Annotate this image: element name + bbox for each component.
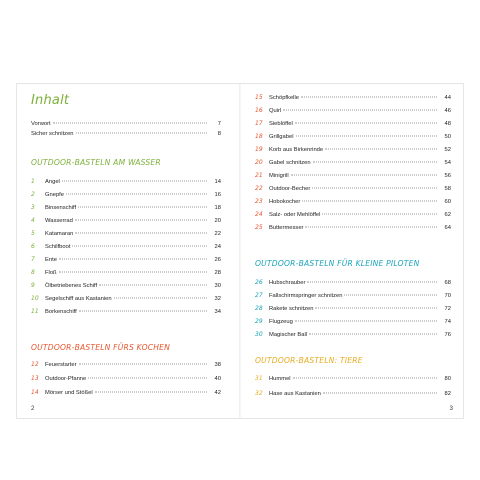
toc-entry: 3 Binsenschiff 18 <box>31 204 221 211</box>
toc-entry: 28 Rakete schnitzen 72 <box>255 305 451 312</box>
toc-entry: 16 Quirl 46 <box>255 107 451 114</box>
toc-entry: 22 Outdoor-Becher 58 <box>255 185 451 192</box>
toc-entry-vorwort: Vorwort 7 <box>31 121 221 127</box>
toc-entry: 5 Katamaran 22 <box>31 230 221 237</box>
toc-entry: 32 Hase aus Kastanien 82 <box>255 390 451 397</box>
toc-entry: 17 Sieblöffel 48 <box>255 120 451 127</box>
toc-entry: 11 Borkenschiff 34 <box>31 308 221 315</box>
left-page <box>17 84 239 418</box>
toc-entry: 12 Feuerstarter 38 <box>31 361 221 368</box>
toc-entry: 29 Flugzeug 74 <box>255 318 451 325</box>
toc-entry: 25 Buttermesser 64 <box>255 224 451 231</box>
section-heading-kochen: OUTDOOR-BASTELN FÜRS KOCHEN <box>31 343 171 352</box>
section-heading-piloten: OUTDOOR-BASTELN FÜR KLEINE PILOTEN <box>255 259 420 268</box>
toc-entry: 13 Outdoor-Pfanne 40 <box>31 375 221 382</box>
toc-entry: 4 Wasserrad 20 <box>31 217 221 224</box>
toc-entry: 15 Schöpfkelle 44 <box>255 94 451 101</box>
book-spread <box>17 84 463 418</box>
toc-entry: 2 Gnepfe 16 <box>31 191 221 198</box>
toc-entry: 7 Ente 26 <box>31 256 221 263</box>
toc-entry: 19 Korb aus Birkenrinde 52 <box>255 146 451 153</box>
right-page <box>241 84 463 418</box>
section-heading-wasser: OUTDOOR-BASTELN AM WASSER <box>31 158 161 167</box>
toc-entry: 27 Fallschirmspringer schnitzen 70 <box>255 292 451 299</box>
toc-entry: 14 Mörser und Stößel 42 <box>31 389 221 396</box>
section-heading-tiere: OUTDOOR-BASTELN: TIERE <box>255 356 363 365</box>
toc-title: Inhalt <box>31 93 70 108</box>
toc-entry: 1 Angel 14 <box>31 178 221 185</box>
toc-entry: 20 Gabel schnitzen 54 <box>255 159 451 166</box>
toc-entry: 24 Salz- oder Mehlöffel 62 <box>255 211 451 218</box>
toc-entry: 21 Minigrill 56 <box>255 172 451 179</box>
toc-entry: 10 Segelschiff aus Kastanien 32 <box>31 295 221 302</box>
toc-entry: 26 Hubschrauber 68 <box>255 279 451 286</box>
toc-entry: 9 Ölbetriebenes Schiff 30 <box>31 282 221 289</box>
toc-entry: 8 Floß 28 <box>31 269 221 276</box>
toc-entry: 6 Schilfboot 24 <box>31 243 221 250</box>
toc-entry-sicher-schnitzen: Sicher schnitzen 8 <box>31 131 221 137</box>
toc-entry: 18 Grillgabel 50 <box>255 133 451 140</box>
toc-entry: 23 Hobokocher 60 <box>255 198 451 205</box>
toc-entry: 30 Magischer Ball 76 <box>255 331 451 338</box>
page-number-right: 3 <box>449 406 453 412</box>
toc-entry: 31 Hummel 80 <box>255 375 451 382</box>
page-number-left: 2 <box>31 406 35 412</box>
